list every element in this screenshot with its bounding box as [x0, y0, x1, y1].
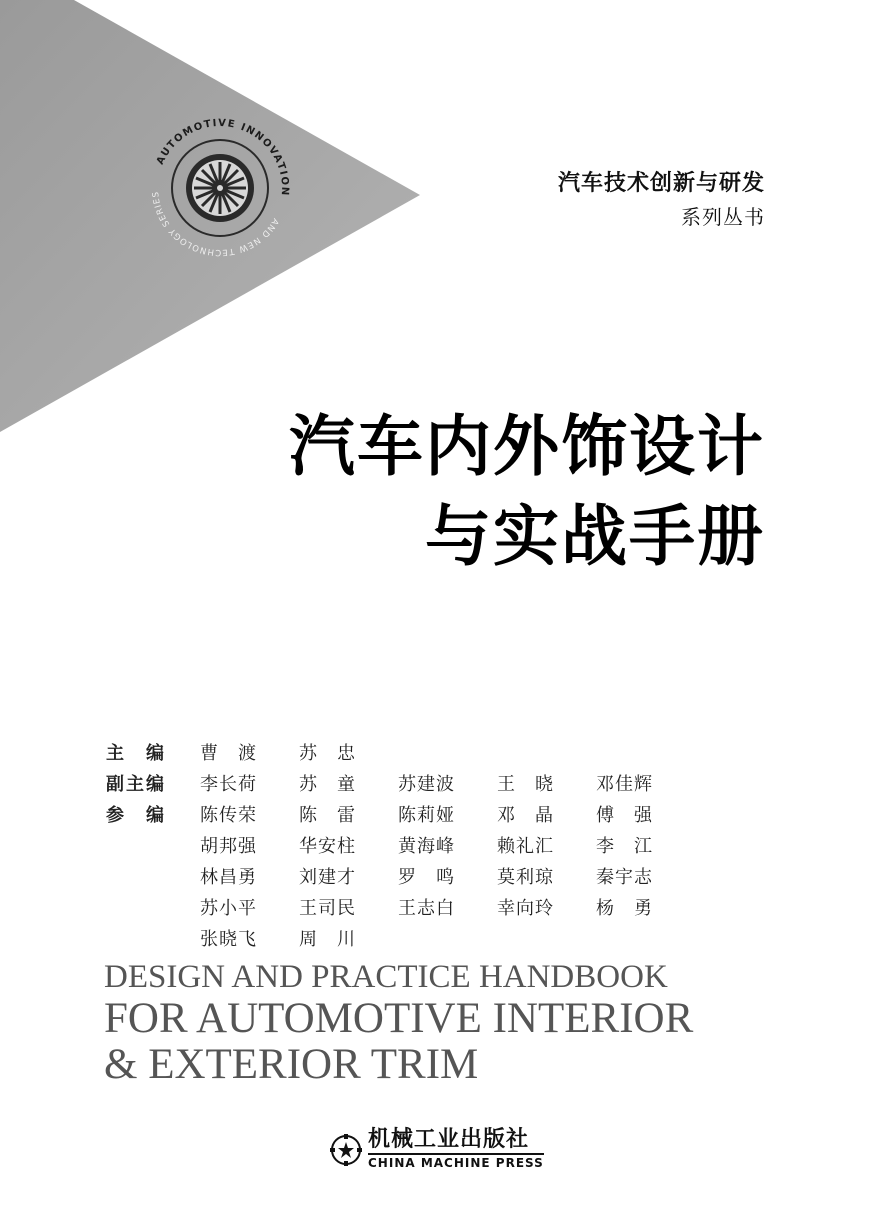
credits-row — [106, 738, 695, 769]
contributor-name: 秦宇志 — [596, 867, 653, 888]
contributor-name: 刘建才 — [299, 867, 356, 888]
contributor-name: 罗 鸣 — [398, 867, 455, 888]
contributor-name: 胡邦强 — [200, 836, 257, 857]
series-line-1: 汽车技术创新与研发 — [557, 171, 765, 196]
contributor-name: 苏 忠 — [299, 743, 356, 764]
contributor-name: 华安柱 — [299, 836, 356, 857]
credits-row — [106, 769, 695, 800]
book-title — [289, 402, 765, 582]
contributor-name: 陈 雷 — [299, 805, 356, 826]
credit-role — [106, 924, 200, 955]
contributor-name: 王志白 — [398, 898, 455, 919]
credit-role — [106, 862, 200, 893]
contributor-name: 黄海峰 — [398, 836, 455, 857]
credit-role: 副主编 — [106, 774, 166, 795]
contributor-name: 陈莉娅 — [398, 805, 455, 826]
logo-ring-subtext: AND NEW TECHNOLOGY SERIES — [151, 190, 281, 258]
contributor-name: 邓 晶 — [497, 805, 554, 826]
logo-ring-text: AUTOMOTIVE INNOVATION — [154, 117, 291, 197]
book-title-line-1: 汽车内外饰设计 — [289, 408, 765, 485]
credits-row — [106, 800, 695, 831]
credit-role — [106, 831, 200, 862]
contributor-name: 邓佳辉 — [596, 774, 653, 795]
contributor-name: 曹 渡 — [200, 743, 257, 764]
contributor-name: 张晓飞 — [200, 929, 257, 950]
contributor-name: 林昌勇 — [200, 867, 257, 888]
series-name — [558, 168, 765, 234]
contributor-name: 王司民 — [299, 898, 356, 919]
contributor-name: 陈传荣 — [200, 805, 257, 826]
credit-role: 主 编 — [106, 743, 166, 764]
contributor-name: 苏建波 — [398, 774, 455, 795]
contributor-name: 周 川 — [299, 929, 356, 950]
credit-role: 参 编 — [106, 805, 166, 826]
contributor-name: 赖礼汇 — [497, 836, 554, 857]
credit-role — [106, 893, 200, 924]
publisher-name-en: CHINA MACHINE PRESS — [368, 1156, 544, 1170]
contributor-name: 苏 童 — [299, 774, 356, 795]
contributor-name: 李 江 — [596, 836, 653, 857]
english-title — [104, 958, 693, 1088]
credits-row — [106, 831, 695, 862]
contributor-name: 莫利琼 — [497, 867, 554, 888]
contributor-name: 傅 强 — [596, 805, 653, 826]
contributor-name: 幸向玲 — [497, 898, 554, 919]
credits-row — [106, 893, 695, 924]
publisher-name-cn: 机械工业出版社 — [368, 1128, 544, 1155]
credits-list — [106, 738, 695, 955]
contributor-name: 杨 勇 — [596, 898, 653, 919]
english-title-line-1: DESIGN AND PRACTICE HANDBOOK — [104, 959, 668, 995]
cover-triangle — [0, 0, 420, 432]
gear-wheel-icon — [186, 154, 254, 222]
publisher — [330, 1128, 544, 1171]
publisher-logo-icon — [330, 1134, 362, 1166]
contributor-name: 王 晓 — [497, 774, 554, 795]
contributor-name: 苏小平 — [200, 898, 257, 919]
contributor-name: 李长荷 — [200, 774, 257, 795]
english-title-line-2: FOR AUTOMOTIVE INTERIOR — [104, 995, 694, 1042]
credits-row — [106, 862, 695, 893]
credits-row — [106, 924, 695, 955]
series-line-2: 系列丛书 — [681, 205, 765, 229]
book-title-line-2: 与实战手册 — [425, 498, 765, 575]
english-title-line-3: & EXTERIOR TRIM — [104, 1041, 479, 1088]
